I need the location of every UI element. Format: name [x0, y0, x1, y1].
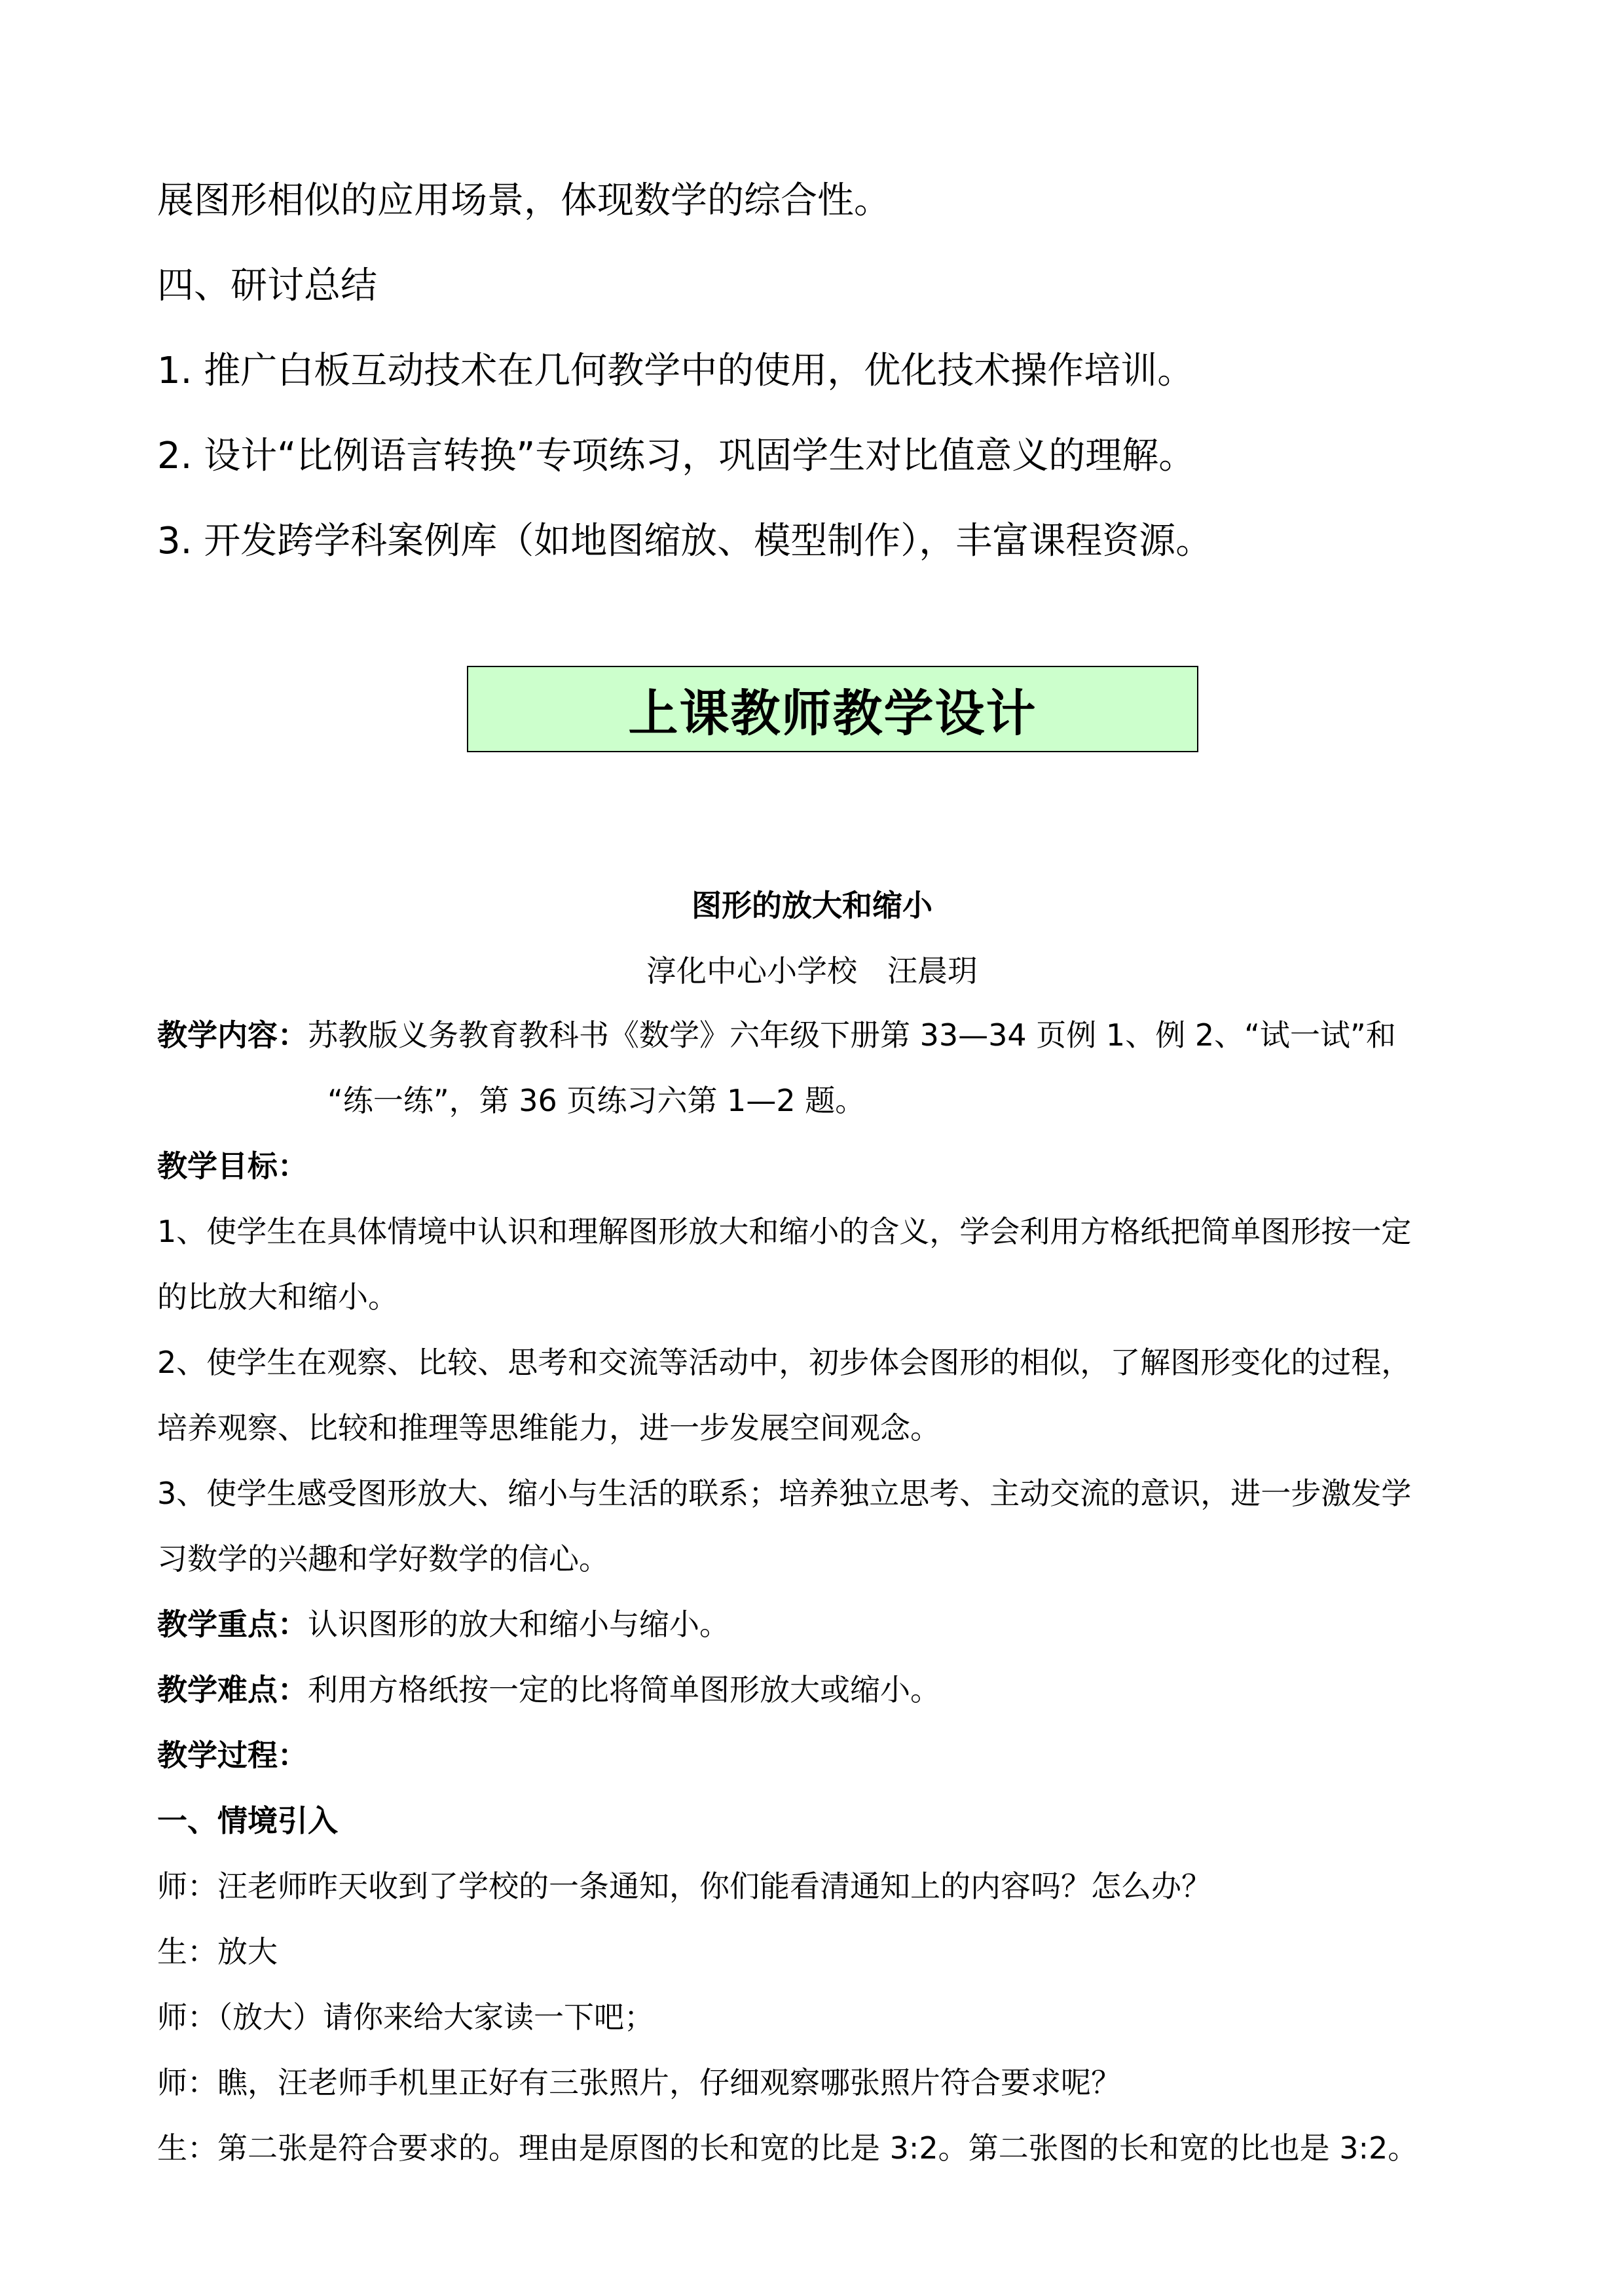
summary-item-1: 1. 推广白板互动技术在几何教学中的使用，优化技术操作培训。 [157, 350, 1194, 392]
key-label: 教学重点： [157, 1607, 308, 1642]
summary-item-2: 2. 设计“比例语言转换”专项练习，巩固学生对比值意义的理解。 [157, 435, 1196, 477]
summary-continuation: 展图形相似的应用场景，体现数学的综合性。 [157, 179, 891, 222]
section-heading: 一、情境引入 [157, 1803, 338, 1838]
content-text: 苏教版义务教育教科书《数学》六年级下册第 33—34 页例 1、例 2、“试一试”和 [308, 1017, 1396, 1053]
process-label: 教学过程： [157, 1738, 308, 1773]
dialogue-line: 师：瞧，汪老师手机里正好有三张照片，仔细观察哪张照片符合要求呢？ [157, 2065, 1121, 2100]
section-banner [467, 666, 1198, 752]
content-line-2: “练一练”，第 36 页练习六第 1—2 题。 [327, 1083, 866, 1118]
content-line-1 [157, 1011, 1396, 1055]
goal-line: 的比放大和缩小。 [157, 1279, 398, 1315]
difficulty-point [157, 1666, 940, 1709]
goals-label: 教学目标： [157, 1148, 308, 1184]
goal-line: 3、使学生感受图形放大、缩小与生活的联系；培养独立思考、主动交流的意识，进一步激发学 [157, 1476, 1412, 1511]
summary-heading: 四、研讨总结 [157, 264, 377, 307]
summary-item-3: 3. 开发跨学科案例库（如地图缩放、模型制作），丰富课程资源。 [157, 520, 1213, 562]
goal-line: 2、使学生在观察、比较、思考和交流等活动中，初步体会图形的相似，了解图形变化的过程， [157, 1345, 1412, 1380]
goal-line: 培养观察、比较和推理等思维能力，进一步发展空间观念。 [157, 1410, 940, 1446]
goal-line: 1、使学生在具体情境中认识和理解图形放大和缩小的含义，学会利用方格纸把简单图形按一定 [157, 1214, 1412, 1249]
dialogue-line: 生：放大 [157, 1934, 278, 1969]
difficulty-text: 利用方格纸按一定的比将简单图形放大或缩小。 [308, 1672, 940, 1707]
dialogue-line: 生：第二张是符合要求的。理由是原图的长和宽的比是 3:2。第二张图的长和宽的比也是 3:2。 [157, 2130, 1418, 2166]
dialogue-line: 师：（放大）请你来给大家读一下吧； [157, 1999, 654, 2035]
goal-line: 习数学的兴趣和学好数学的信心。 [157, 1541, 609, 1576]
key-text: 认识图形的放大和缩小与缩小。 [308, 1607, 729, 1642]
lesson-author: 淳化中心小学校 汪晨玥 [646, 953, 978, 989]
content-label: 教学内容： [157, 1017, 308, 1053]
banner-title: 上课教师教学设计 [628, 683, 1037, 742]
dialogue-line: 师：汪老师昨天收到了学校的一条通知，你们能看清通知上的内容吗？怎么办？ [157, 1868, 1211, 1904]
key-point [157, 1601, 729, 1644]
difficulty-label: 教学难点： [157, 1672, 308, 1707]
lesson-title: 图形的放大和缩小 [692, 888, 932, 923]
